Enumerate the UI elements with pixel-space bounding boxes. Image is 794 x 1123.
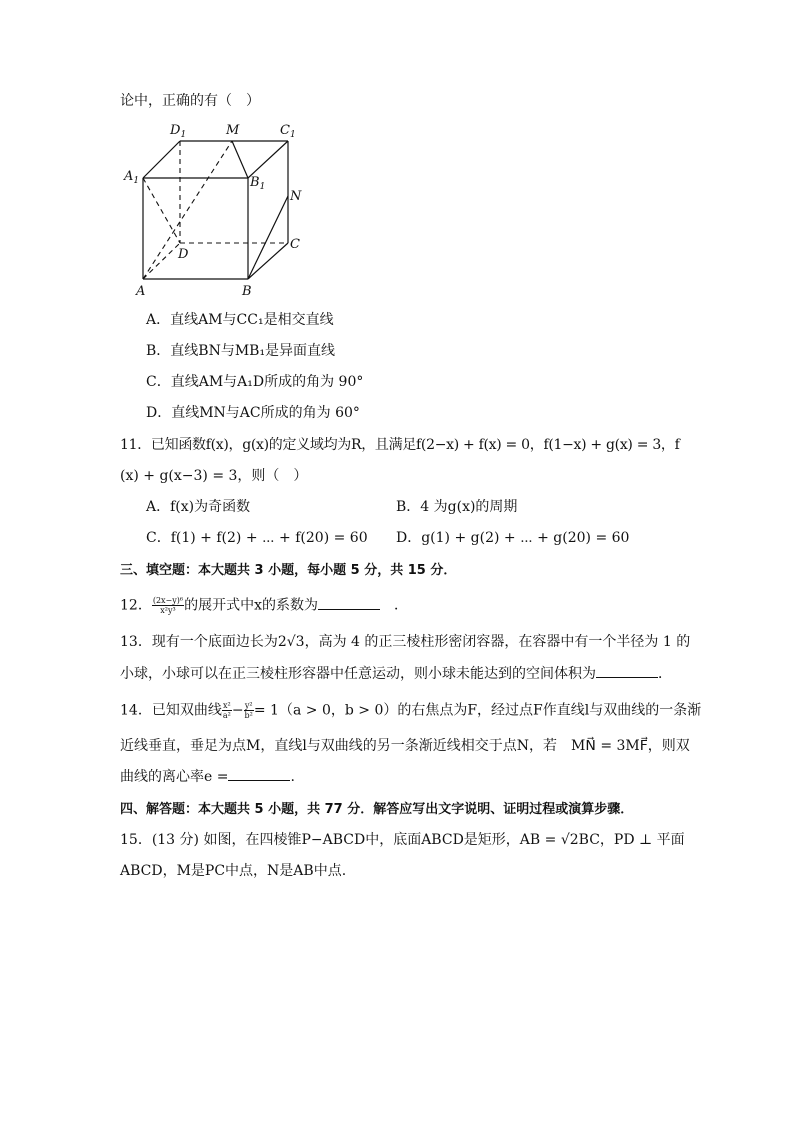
label-B1: $B_1$ xyxy=(250,175,266,192)
label-A: A xyxy=(136,284,146,299)
q11-option-c: C．f(1) + f(2) + ⋯ + f(20) = 60 xyxy=(146,530,368,546)
q14-line1: 14．已知双曲线 $\frac{\text{x²}}{\text{a²}}$ − $\frac{\text{y²}}{\text{b²}}$ = 1（a > 0，b > 0）的右焦点为F，经过点F作直线l与双曲线的一条渐 xyxy=(120,701,702,720)
cube-figure xyxy=(118,118,318,303)
q14-line2: 近线垂直，垂足为点M，直线l与双曲线的另一条渐近线相交于点N，若 MN⃗ = 3MF⃗，则双 xyxy=(120,738,690,754)
q12: 12． $\frac{\text{(2x−y)⁶}}{\text{x²y³}}$ 的展开式中x的系数为 ． xyxy=(120,596,409,615)
q11-option-b: B．4 为g(x)的周期 xyxy=(396,499,518,515)
q11-stem-line1: 11．已知函数f(x)，g(x)的定义域均为R，且满足f(2−x) + f(x) = 0，f(1−x) + g(x) = 3，f xyxy=(120,437,680,453)
section-4-heading: 四、解答题：本大题共 5 小题，共 77 分．解答应写出文字说明、证明过程或演算步骤． xyxy=(120,802,634,817)
q12-text: 的展开式中x的系数为 xyxy=(184,597,319,614)
q14-answer-blank[interactable] xyxy=(228,768,290,781)
q11-option-a: A．f(x)为奇函数 xyxy=(146,499,251,515)
label-C: C xyxy=(290,237,300,252)
q11-stem-line2: (x) + g(x−3) = 3，则（ ） xyxy=(120,468,308,484)
label-D: D xyxy=(178,247,189,262)
label-C1: $C_1$ xyxy=(280,123,296,140)
label-B: B xyxy=(242,284,252,299)
q13-value: 2√3 xyxy=(277,634,305,650)
q15-line1: 15．(13 分) 如图，在四棱锥P−ABCD中，底面ABCD是矩形，AB = √2BC，PD ⊥ 平面 xyxy=(120,832,685,848)
q10-option-d: D．直线MN与AC所成的角为 60° xyxy=(146,405,360,421)
label-M: M xyxy=(226,123,240,138)
label-D1: $D_1$ xyxy=(170,123,187,140)
q12-fraction: $\frac{\text{(2x−y)⁶}}{\text{x²y³}}$ xyxy=(152,596,184,615)
q12-answer-blank[interactable] xyxy=(318,597,380,610)
question-intro: 论中，正确的有（ ） xyxy=(120,93,260,109)
label-N: N xyxy=(290,189,302,204)
q12-number: 12． xyxy=(120,597,152,614)
q10-option-b: B．直线BN与MB₁是异面直线 xyxy=(146,343,336,359)
section-3-heading: 三、填空题：本大题共 3 小题，每小题 5 分，共 15 分． xyxy=(120,563,457,578)
q13-answer-blank[interactable] xyxy=(596,665,658,678)
q10-option-a: A．直线AM与CC₁是相交直线 xyxy=(146,312,334,328)
q13-line1: 13．现有一个底面边长为2√3，高为 4 的正三棱柱形密闭容器，在容器中有一个半径为 1 的 xyxy=(120,634,691,650)
q14-line3: 曲线的离心率e = . xyxy=(120,769,295,785)
q11-option-d: D．g(1) + g(2) + ⋯ + g(20) = 60 xyxy=(396,530,630,546)
q13-line2: 小球，小球可以在正三棱柱形容器中任意运动，则小球未能达到的空间体积为 ． xyxy=(120,666,672,682)
q15-line2: ABCD，M是PC中点，N是AB中点. xyxy=(120,863,347,879)
label-A1: $A_1$ xyxy=(124,169,140,186)
q10-option-c: C．直线AM与A₁D所成的角为 90° xyxy=(146,374,364,390)
